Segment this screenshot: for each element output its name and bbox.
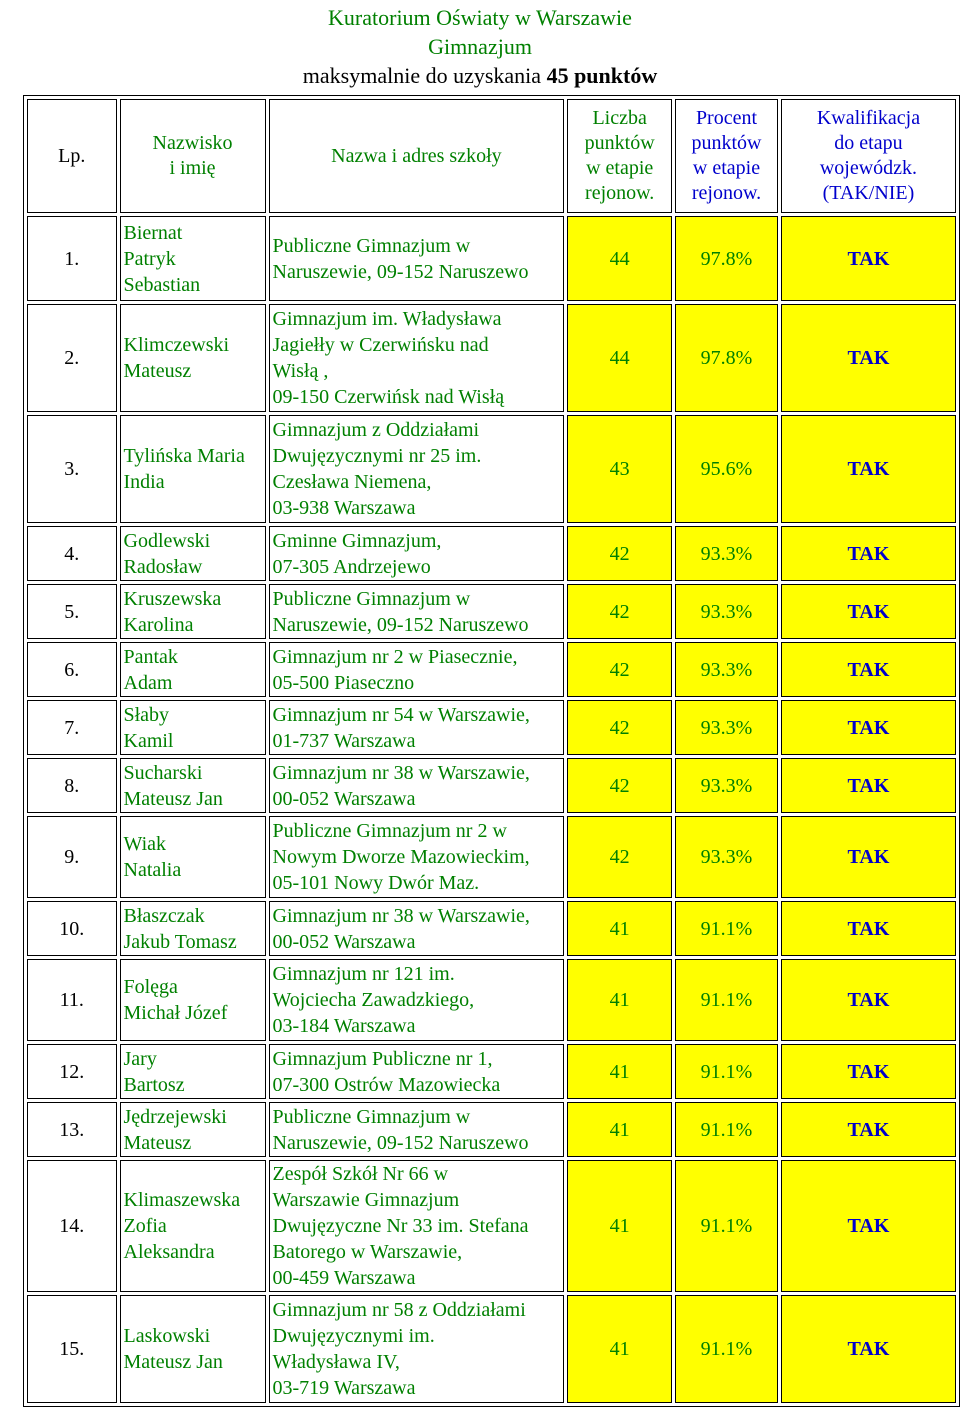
row-school-line: 00-052 Warszawa bbox=[272, 787, 416, 810]
row-points: 42 bbox=[567, 816, 672, 898]
row-name-line: Sebastian bbox=[123, 273, 201, 296]
table-row bbox=[27, 1102, 956, 1157]
row-name bbox=[120, 526, 266, 581]
row-school-line: Gimnazjum nr 2 w Piasecznie, bbox=[272, 645, 518, 668]
row-school-line: Gimnazjum nr 58 z Oddziałami bbox=[272, 1299, 526, 1321]
row-lp: 7. bbox=[27, 700, 117, 755]
row-points: 43 bbox=[567, 415, 672, 523]
row-school-line: Batorego w Warszawie, bbox=[272, 1241, 463, 1263]
row-points: 42 bbox=[567, 700, 672, 755]
row-school-line: 00-052 Warszawa bbox=[272, 930, 416, 953]
row-percent: 91.1% bbox=[675, 1295, 778, 1403]
row-lp: 2. bbox=[27, 304, 117, 412]
col-name-line: Nazwisko bbox=[152, 132, 233, 154]
results-body bbox=[27, 216, 956, 1403]
row-school-line: Naruszewie, 09-152 Naruszewo bbox=[272, 1131, 529, 1154]
row-school bbox=[269, 415, 565, 523]
row-points: 41 bbox=[567, 901, 672, 956]
row-qualification: TAK bbox=[781, 1160, 956, 1292]
page-title: Kuratorium Oświaty w Warszawie bbox=[328, 5, 632, 30]
row-name-line: Patryk bbox=[123, 247, 176, 270]
col-qual-line: do etapu bbox=[834, 132, 903, 154]
row-name-line: Sucharski bbox=[123, 761, 203, 784]
row-points: 44 bbox=[567, 304, 672, 412]
row-name bbox=[120, 816, 266, 898]
row-school-line: 03-938 Warszawa bbox=[272, 497, 416, 519]
row-name-line: Jakub Tomasz bbox=[123, 930, 237, 953]
row-school-line: Wisłą , bbox=[272, 360, 329, 382]
row-lp: 3. bbox=[27, 415, 117, 523]
row-school-line: 03-719 Warszawa bbox=[272, 1377, 416, 1399]
row-name bbox=[120, 642, 266, 697]
row-lp: 6. bbox=[27, 642, 117, 697]
row-lp: 12. bbox=[27, 1044, 117, 1099]
row-name-line: Godlewski bbox=[123, 529, 211, 552]
row-points: 41 bbox=[567, 1102, 672, 1157]
row-name-line: Michał Józef bbox=[123, 1002, 228, 1024]
row-name-line: Folęga bbox=[123, 976, 178, 998]
row-school-line: Publiczne Gimnazjum nr 2 w bbox=[272, 820, 507, 842]
col-points-line: rejonow. bbox=[585, 182, 655, 204]
row-qualification: TAK bbox=[781, 584, 956, 639]
row-points: 42 bbox=[567, 526, 672, 581]
row-school-line: Nowym Dworze Mazowieckim, bbox=[272, 846, 530, 868]
row-school bbox=[269, 216, 565, 301]
table-row bbox=[27, 700, 956, 755]
row-name-line: Radosław bbox=[123, 555, 203, 578]
row-school-line: Jagiełły w Czerwińsku nad bbox=[272, 334, 489, 356]
row-lp: 11. bbox=[27, 959, 117, 1041]
row-school-line: Dwujęzyczne Nr 33 im. Stefana bbox=[272, 1215, 529, 1237]
col-points-line: w etapie bbox=[586, 157, 654, 179]
row-name-line: Kamil bbox=[123, 729, 174, 752]
row-school-line: Gimnazjum nr 121 im. bbox=[272, 963, 455, 985]
col-name bbox=[120, 99, 266, 213]
row-school-line: Gimnazjum nr 38 w Warszawie, bbox=[272, 761, 530, 784]
row-name bbox=[120, 584, 266, 639]
row-school bbox=[269, 901, 565, 956]
row-school-line: 05-500 Piaseczno bbox=[272, 671, 415, 694]
row-school bbox=[269, 816, 565, 898]
col-name-line: i imię bbox=[169, 157, 216, 179]
row-percent: 91.1% bbox=[675, 1044, 778, 1099]
row-qualification: TAK bbox=[781, 1044, 956, 1099]
row-school bbox=[269, 304, 565, 412]
row-school-line: Władysława IV, bbox=[272, 1351, 400, 1373]
row-school-line: Gimnazjum z Oddziałami bbox=[272, 419, 480, 441]
row-school bbox=[269, 758, 565, 813]
table-row bbox=[27, 1044, 956, 1099]
row-name bbox=[120, 1295, 266, 1403]
row-school-line: 03-184 Warszawa bbox=[272, 1015, 416, 1037]
row-name-line: Bartosz bbox=[123, 1073, 185, 1096]
row-name-line: Błaszczak bbox=[123, 904, 205, 927]
row-school-line: Naruszewie, 09-152 Naruszewo bbox=[272, 260, 529, 283]
row-percent: 93.3% bbox=[675, 584, 778, 639]
row-school-line: Warszawie Gimnazjum bbox=[272, 1189, 460, 1211]
col-percent-line: w etapie bbox=[692, 157, 761, 179]
row-qualification: TAK bbox=[781, 304, 956, 412]
row-name-line: Aleksandra bbox=[123, 1241, 215, 1263]
row-school-line: 09-150 Czerwińsk nad Wisłą bbox=[272, 386, 505, 408]
table-row bbox=[27, 758, 956, 813]
col-school: Nazwa i adres szkoły bbox=[269, 99, 565, 213]
row-lp: 4. bbox=[27, 526, 117, 581]
row-name bbox=[120, 1102, 266, 1157]
row-name bbox=[120, 959, 266, 1041]
results-table bbox=[23, 95, 960, 1407]
row-points: 41 bbox=[567, 1295, 672, 1403]
row-percent: 95.6% bbox=[675, 415, 778, 523]
row-school bbox=[269, 526, 565, 581]
row-name-line: Klimaszewska bbox=[123, 1189, 241, 1211]
row-qualification: TAK bbox=[781, 642, 956, 697]
row-name bbox=[120, 758, 266, 813]
row-qualification: TAK bbox=[781, 816, 956, 898]
row-name-line: Słaby bbox=[123, 703, 170, 726]
row-lp: 15. bbox=[27, 1295, 117, 1403]
row-percent: 93.3% bbox=[675, 526, 778, 581]
row-points: 41 bbox=[567, 1044, 672, 1099]
col-percent-line: Procent bbox=[695, 107, 758, 129]
row-points: 41 bbox=[567, 1160, 672, 1292]
row-school-line: Gimnazjum nr 38 w Warszawie, bbox=[272, 904, 530, 927]
col-points-line: punktów bbox=[584, 132, 655, 154]
row-school-line: 05-101 Nowy Dwór Maz. bbox=[272, 872, 480, 894]
row-percent: 93.3% bbox=[675, 700, 778, 755]
col-percent-line: punktów bbox=[691, 132, 762, 154]
row-percent: 91.1% bbox=[675, 901, 778, 956]
row-points: 42 bbox=[567, 642, 672, 697]
row-name-line: Kruszewska bbox=[123, 587, 222, 610]
col-qual bbox=[781, 99, 956, 213]
col-percent bbox=[675, 99, 778, 213]
row-school-line: 07-300 Ostrów Mazowiecka bbox=[272, 1073, 501, 1096]
table-header-row bbox=[27, 99, 956, 213]
row-school bbox=[269, 584, 565, 639]
row-name bbox=[120, 304, 266, 412]
col-lp: Lp. bbox=[27, 99, 117, 213]
row-name-line: Laskowski bbox=[123, 1325, 211, 1347]
row-qualification: TAK bbox=[781, 526, 956, 581]
row-school-line: 07-305 Andrzejewo bbox=[272, 555, 431, 578]
row-name bbox=[120, 415, 266, 523]
max-points-value: 45 punktów bbox=[546, 63, 658, 88]
row-school-line: Dwujęzycznymi nr 25 im. bbox=[272, 445, 482, 467]
row-percent: 97.8% bbox=[675, 216, 778, 301]
row-school bbox=[269, 700, 565, 755]
row-school-line: 00-459 Warszawa bbox=[272, 1267, 416, 1289]
row-qualification: TAK bbox=[781, 959, 956, 1041]
row-points: 42 bbox=[567, 758, 672, 813]
row-name-line: Natalia bbox=[123, 859, 182, 881]
table-row bbox=[27, 526, 956, 581]
row-qualification: TAK bbox=[781, 216, 956, 301]
row-name bbox=[120, 216, 266, 301]
row-school-line: Publiczne Gimnazjum w bbox=[272, 1105, 471, 1128]
row-school-line: Czesława Niemena, bbox=[272, 471, 432, 493]
row-school-line: Publiczne Gimnazjum w bbox=[272, 587, 471, 610]
table-row bbox=[27, 1295, 956, 1403]
col-qual-line: wojewódzk. bbox=[819, 157, 918, 179]
row-qualification: TAK bbox=[781, 901, 956, 956]
row-lp: 5. bbox=[27, 584, 117, 639]
table-row bbox=[27, 415, 956, 523]
row-school-line: Naruszewie, 09-152 Naruszewo bbox=[272, 613, 529, 636]
row-school-line: Publiczne Gimnazjum w bbox=[272, 234, 471, 257]
row-school bbox=[269, 1160, 565, 1292]
table-row bbox=[27, 1160, 956, 1292]
max-points-prefix: maksymalnie do uzyskania bbox=[302, 63, 547, 88]
row-name-line: Klimczewski bbox=[123, 334, 230, 356]
row-name-line: India bbox=[123, 471, 165, 493]
row-school bbox=[269, 959, 565, 1041]
row-qualification: TAK bbox=[781, 758, 956, 813]
row-name-line: Wiak bbox=[123, 833, 167, 855]
row-percent: 93.3% bbox=[675, 642, 778, 697]
row-school bbox=[269, 642, 565, 697]
row-name-line: Mateusz bbox=[123, 360, 192, 382]
row-name bbox=[120, 1160, 266, 1292]
table-row bbox=[27, 816, 956, 898]
row-lp: 9. bbox=[27, 816, 117, 898]
table-row bbox=[27, 216, 956, 301]
row-school bbox=[269, 1102, 565, 1157]
row-points: 44 bbox=[567, 216, 672, 301]
row-school bbox=[269, 1295, 565, 1403]
row-school-line: Gimnazjum im. Władysława bbox=[272, 308, 502, 330]
row-school-line: Zespół Szkół Nr 66 w bbox=[272, 1163, 449, 1185]
row-points: 41 bbox=[567, 959, 672, 1041]
row-percent: 93.3% bbox=[675, 758, 778, 813]
row-school bbox=[269, 1044, 565, 1099]
row-name-line: Karolina bbox=[123, 613, 194, 636]
row-school-line: Wojciecha Zawadzkiego, bbox=[272, 989, 475, 1011]
row-name bbox=[120, 1044, 266, 1099]
row-name-line: Tylińska Maria bbox=[123, 445, 245, 467]
page-subtitle: Gimnazjum bbox=[428, 34, 532, 59]
row-name-line: Mateusz bbox=[123, 1131, 192, 1154]
row-points: 42 bbox=[567, 584, 672, 639]
row-percent: 91.1% bbox=[675, 959, 778, 1041]
row-school-line: Dwujęzycznymi im. bbox=[272, 1325, 435, 1347]
row-name-line: Jary bbox=[123, 1047, 157, 1070]
row-name-line: Biernat bbox=[123, 221, 183, 244]
row-qualification: TAK bbox=[781, 1295, 956, 1403]
row-name bbox=[120, 901, 266, 956]
row-qualification: TAK bbox=[781, 700, 956, 755]
row-name-line: Mateusz Jan bbox=[123, 787, 223, 810]
table-row bbox=[27, 584, 956, 639]
row-percent: 97.8% bbox=[675, 304, 778, 412]
col-qual-line: Kwalifikacja bbox=[816, 107, 921, 129]
row-qualification: TAK bbox=[781, 415, 956, 523]
row-name-line: Pantak bbox=[123, 645, 178, 668]
row-lp: 1. bbox=[27, 216, 117, 301]
row-lp: 13. bbox=[27, 1102, 117, 1157]
row-school-line: Gimnazjum Publiczne nr 1, bbox=[272, 1047, 493, 1070]
row-percent: 91.1% bbox=[675, 1102, 778, 1157]
row-name-line: Mateusz Jan bbox=[123, 1351, 223, 1373]
row-name-line: Zofia bbox=[123, 1215, 167, 1237]
row-school-line: 01-737 Warszawa bbox=[272, 729, 416, 752]
table-row bbox=[27, 304, 956, 412]
row-name-line: Jędrzejewski bbox=[123, 1105, 227, 1128]
col-qual-line: (TAK/NIE) bbox=[822, 182, 915, 204]
row-name bbox=[120, 700, 266, 755]
row-percent: 91.1% bbox=[675, 1160, 778, 1292]
row-school-line: Gimnazjum nr 54 w Warszawie, bbox=[272, 703, 530, 726]
row-name-line: Adam bbox=[123, 671, 173, 694]
max-points-note bbox=[0, 62, 960, 89]
row-lp: 8. bbox=[27, 758, 117, 813]
col-percent-line: rejonow. bbox=[691, 182, 762, 204]
row-lp: 10. bbox=[27, 901, 117, 956]
table-row bbox=[27, 901, 956, 956]
row-percent: 93.3% bbox=[675, 816, 778, 898]
row-qualification: TAK bbox=[781, 1102, 956, 1157]
col-points bbox=[567, 99, 672, 213]
row-school-line: Gminne Gimnazjum, bbox=[272, 529, 442, 552]
col-points-line: Liczba bbox=[592, 107, 647, 129]
table-row bbox=[27, 959, 956, 1041]
table-row bbox=[27, 642, 956, 697]
row-lp: 14. bbox=[27, 1160, 117, 1292]
